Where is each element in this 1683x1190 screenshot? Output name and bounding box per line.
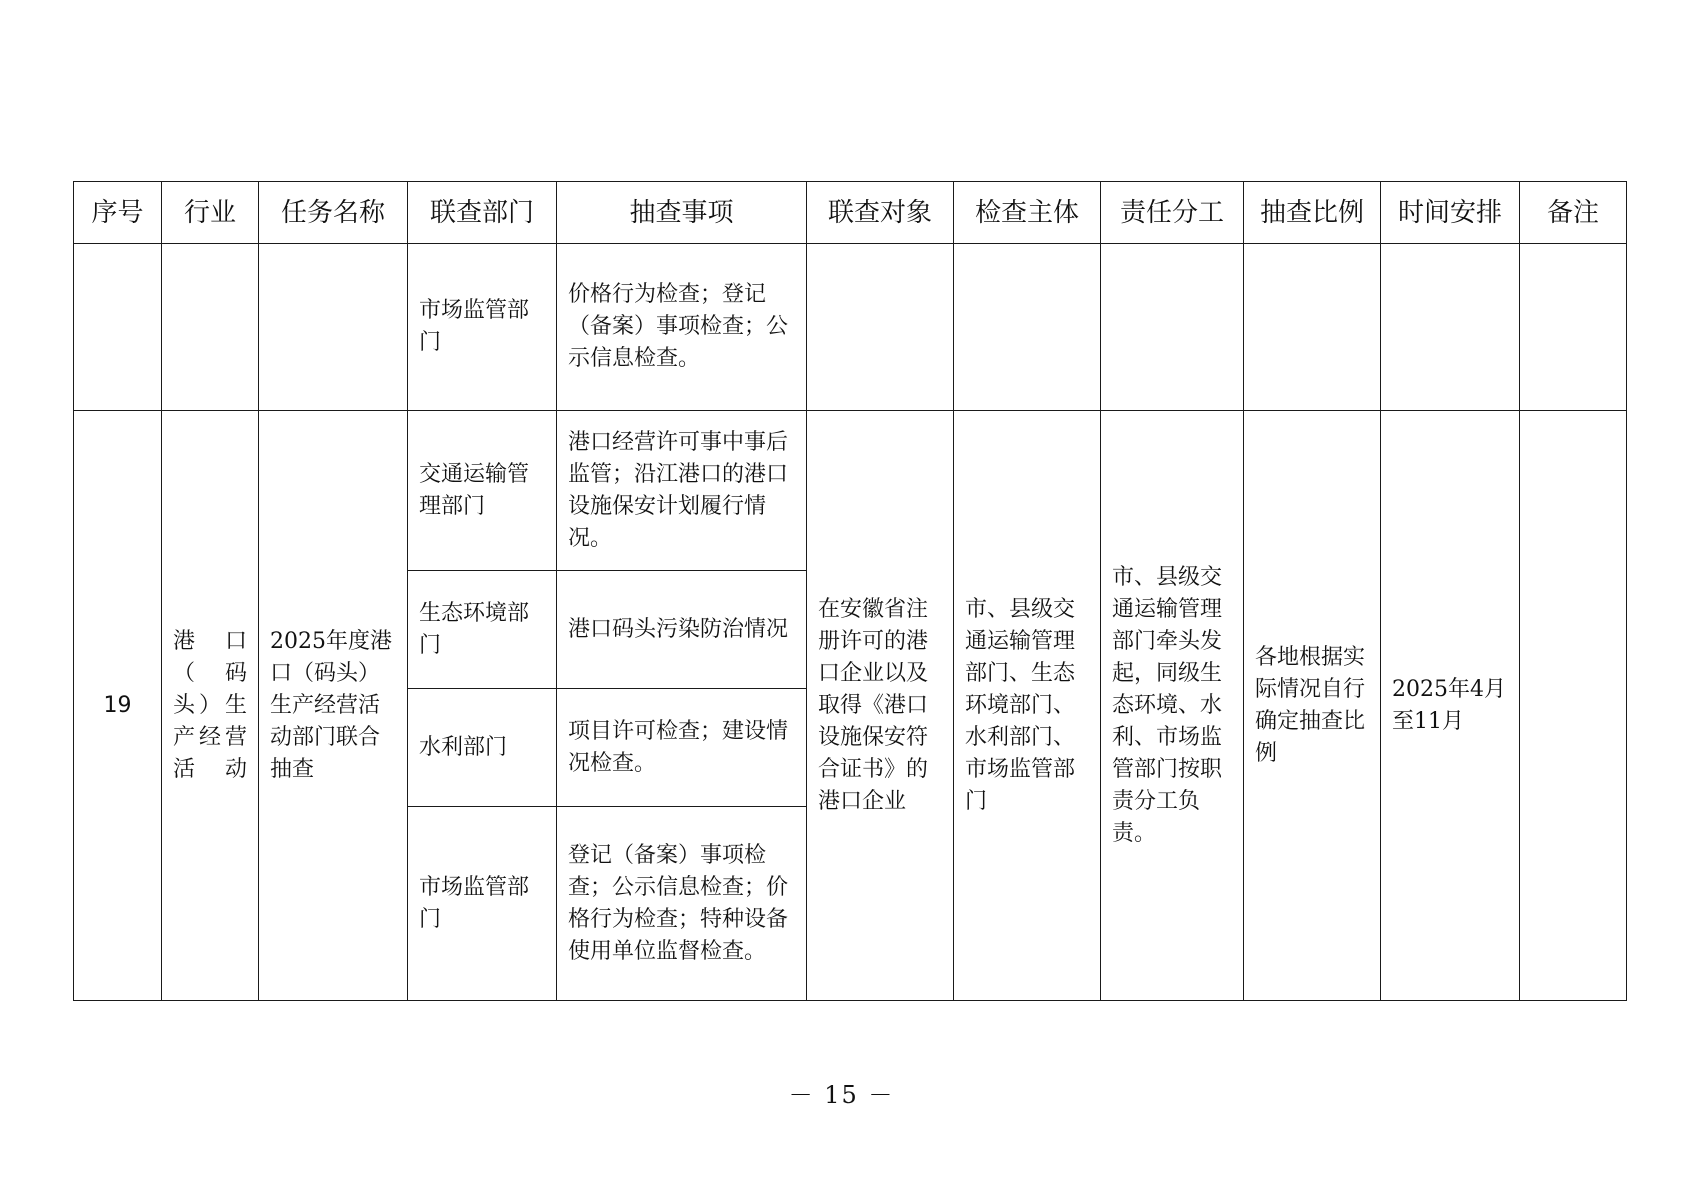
cell-department: 生态环境部门 bbox=[408, 571, 557, 689]
table-row-continued bbox=[74, 244, 1627, 411]
cell-empty bbox=[259, 244, 408, 411]
cell-remarks bbox=[1520, 411, 1627, 1001]
cell-responsibility: 市、县级交通运输管理部门牵头发起，同级生态环境、水利、市场监管部门按职责分工负责。 bbox=[1101, 411, 1244, 1001]
cell-industry: 港口（码头）生产经营活动 bbox=[162, 411, 259, 1001]
cell-subject: 市、县级交通运输管理部门、生态环境部门、水利部门、市场监管部门 bbox=[954, 411, 1101, 1001]
cell-empty bbox=[954, 244, 1101, 411]
cell-empty bbox=[1381, 244, 1520, 411]
cell-empty bbox=[807, 244, 954, 411]
cell-task-name: 2025年度港口（码头）生产经营活动部门联合抽查 bbox=[259, 411, 408, 1001]
cell-items: 港口码头污染防治情况 bbox=[557, 571, 807, 689]
header-items: 抽查事项 bbox=[557, 182, 807, 244]
header-target: 联查对象 bbox=[807, 182, 954, 244]
cell-empty bbox=[1244, 244, 1381, 411]
cell-department: 市场监管部门 bbox=[408, 244, 557, 411]
cell-items: 登记（备案）事项检查；公示信息检查；价格行为检查；特种设备使用单位监督检查。 bbox=[557, 807, 807, 1001]
cell-empty bbox=[162, 244, 259, 411]
table-row-19-a bbox=[74, 411, 1627, 571]
cell-empty bbox=[1101, 244, 1244, 411]
header-department: 联查部门 bbox=[408, 182, 557, 244]
header-index: 序号 bbox=[74, 182, 162, 244]
cell-index: 19 bbox=[74, 411, 162, 1001]
header-row bbox=[74, 182, 1627, 244]
header-schedule: 时间安排 bbox=[1381, 182, 1520, 244]
header-subject: 检查主体 bbox=[954, 182, 1101, 244]
cell-ratio: 各地根据实际情况自行确定抽查比例 bbox=[1244, 411, 1381, 1001]
cell-department: 水利部门 bbox=[408, 689, 557, 807]
header-industry: 行业 bbox=[162, 182, 259, 244]
header-ratio: 抽查比例 bbox=[1244, 182, 1381, 244]
cell-items: 项目许可检查；建设情况检查。 bbox=[557, 689, 807, 807]
cell-department: 市场监管部门 bbox=[408, 807, 557, 1001]
page-number: － 15 － bbox=[788, 1081, 895, 1109]
cell-empty bbox=[74, 244, 162, 411]
cell-department: 交通运输管理部门 bbox=[408, 411, 557, 571]
inspection-table bbox=[73, 181, 1627, 1001]
header-remarks: 备注 bbox=[1520, 182, 1627, 244]
cell-empty bbox=[1520, 244, 1627, 411]
header-responsibility: 责任分工 bbox=[1101, 182, 1244, 244]
cell-items: 港口经营许可事中事后监管；沿江港口的港口设施保安计划履行情况。 bbox=[557, 411, 807, 571]
cell-target: 在安徽省注册许可的港口企业以及取得《港口设施保安符合证书》的港口企业 bbox=[807, 411, 954, 1001]
cell-items: 价格行为检查；登记（备案）事项检查；公示信息检查。 bbox=[557, 244, 807, 411]
header-task-name: 任务名称 bbox=[259, 182, 408, 244]
cell-schedule: 2025年4月至11月 bbox=[1381, 411, 1520, 1001]
